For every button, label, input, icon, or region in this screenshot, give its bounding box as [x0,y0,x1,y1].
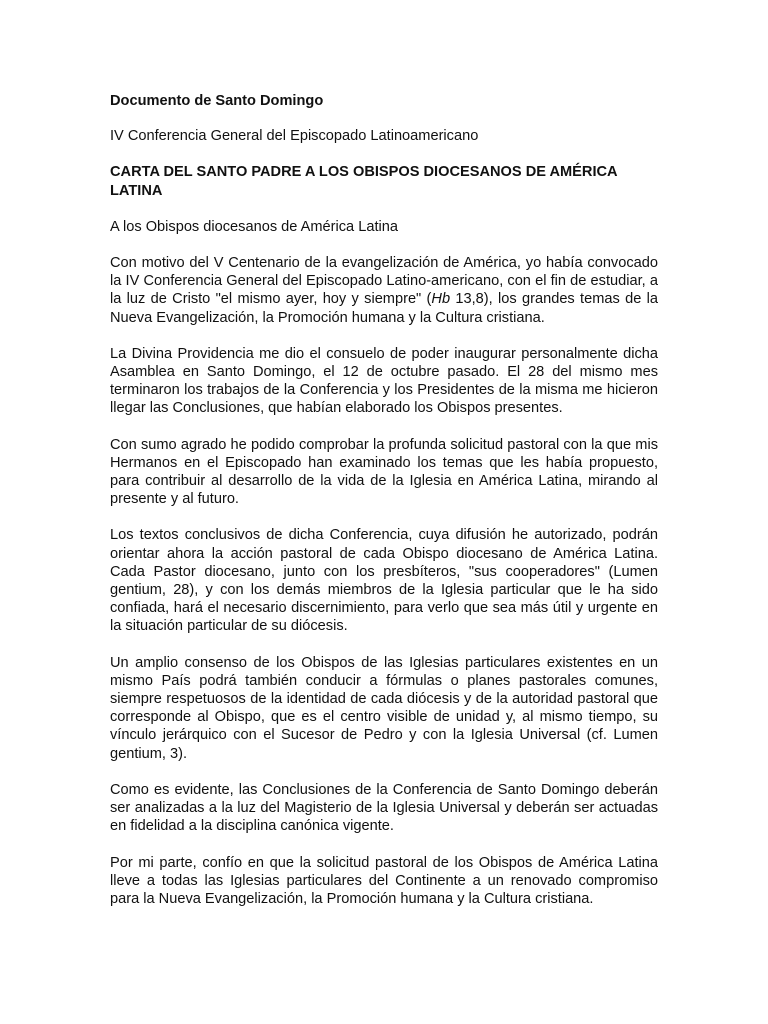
paragraph-3: Con sumo agrado he podido comprobar la profunda solicitud pastoral con la que mis Hermanos en el Episcopado han examinado los temas que les había propuesto, para contribuir al desarrollo de la vida de la Iglesia en América Latina, mirando al presente y al futuro. [110,436,658,508]
document-title: Documento de Santo Domingo [110,93,324,109]
document-subtitle: IV Conferencia General del Episcopado Latinoamericano [110,128,479,145]
paragraph-1-text-a: Con motivo del V Centenario de la evangelización de América, yo había convocado la IV Conferencia General del Episcopado Latino-americano, con el fin de estudiar, a la luz de Cristo "el mismo ayer, hoy y siempre" ( [110,255,658,308]
paragraph-7: Por mi parte, confío en que la solicitud pastoral de los Obispos de América Latina lleve a todas las Iglesias particulares del Continente a un renovado compromiso para la Nueva Evangelización, la Promoción humana y la Cultura cristiana. [110,854,658,907]
paragraph-6: Como es evidente, las Conclusiones de la Conferencia de Santo Domingo deberán ser analizadas a la luz del Magisterio de la Iglesia Universal y deberán ser actuadas en fidelidad a la disciplina canónica vigente. [110,781,658,835]
letter-salutation: A los Obispos diocesanos de América Latina [110,218,398,235]
paragraph-1-citation: Hb [431,291,451,308]
paragraph-1 [110,254,658,327]
paragraph-4: Los textos conclusivos de dicha Conferencia, cuya difusión he autorizado, podrán orientar ahora la acción pastoral de cada Obispo diocesano de América Latina. Cada Pastor diocesano, junto con los presbíteros, "sus cooperadores" (Lumen gentium, 28), y con los demás miembros de la Iglesia particular que le ha sido confiada, hará el necesario discernimiento, para verlo que sea más útil y urgente en la situación particular de su diócesis. [110,527,658,635]
paragraph-2: La Divina Providencia me dio el consuelo de poder inaugurar personalmente dicha Asamblea en Santo Domingo, el 12 de octubre pasado. El 28 del mismo mes terminaron los trabajos de la Conferencia y los Presidentes de la misma me hicieron llegar las Conclusiones, que habían elaborado los Obispos presentes. [110,345,658,417]
paragraph-5: Un amplio consenso de los Obispos de las Iglesias particulares existentes en un mismo País podrá también conducir a fórmulas o planes pastorales comunes, siempre respetuosos de la identidad de cada diócesis y de la autoridad pastoral que corresponde al Obispo, que es el centro visible de unidad y, al mismo tiempo, su vínculo jerárquico con el Sucesor de Pedro y con la Iglesia Universal (cf. Lumen gentium, 3). [110,654,658,762]
paragraph-1-text-b: 13,8), los grandes temas de la Nueva Evangelización, la Promoción humana y la Cultura cristiana. [110,291,659,326]
document-page [110,92,658,908]
letter-heading: CARTA DEL SANTO PADRE A LOS OBISPOS DIOCESANOS DE AMÉRICA LATINA [110,164,618,199]
